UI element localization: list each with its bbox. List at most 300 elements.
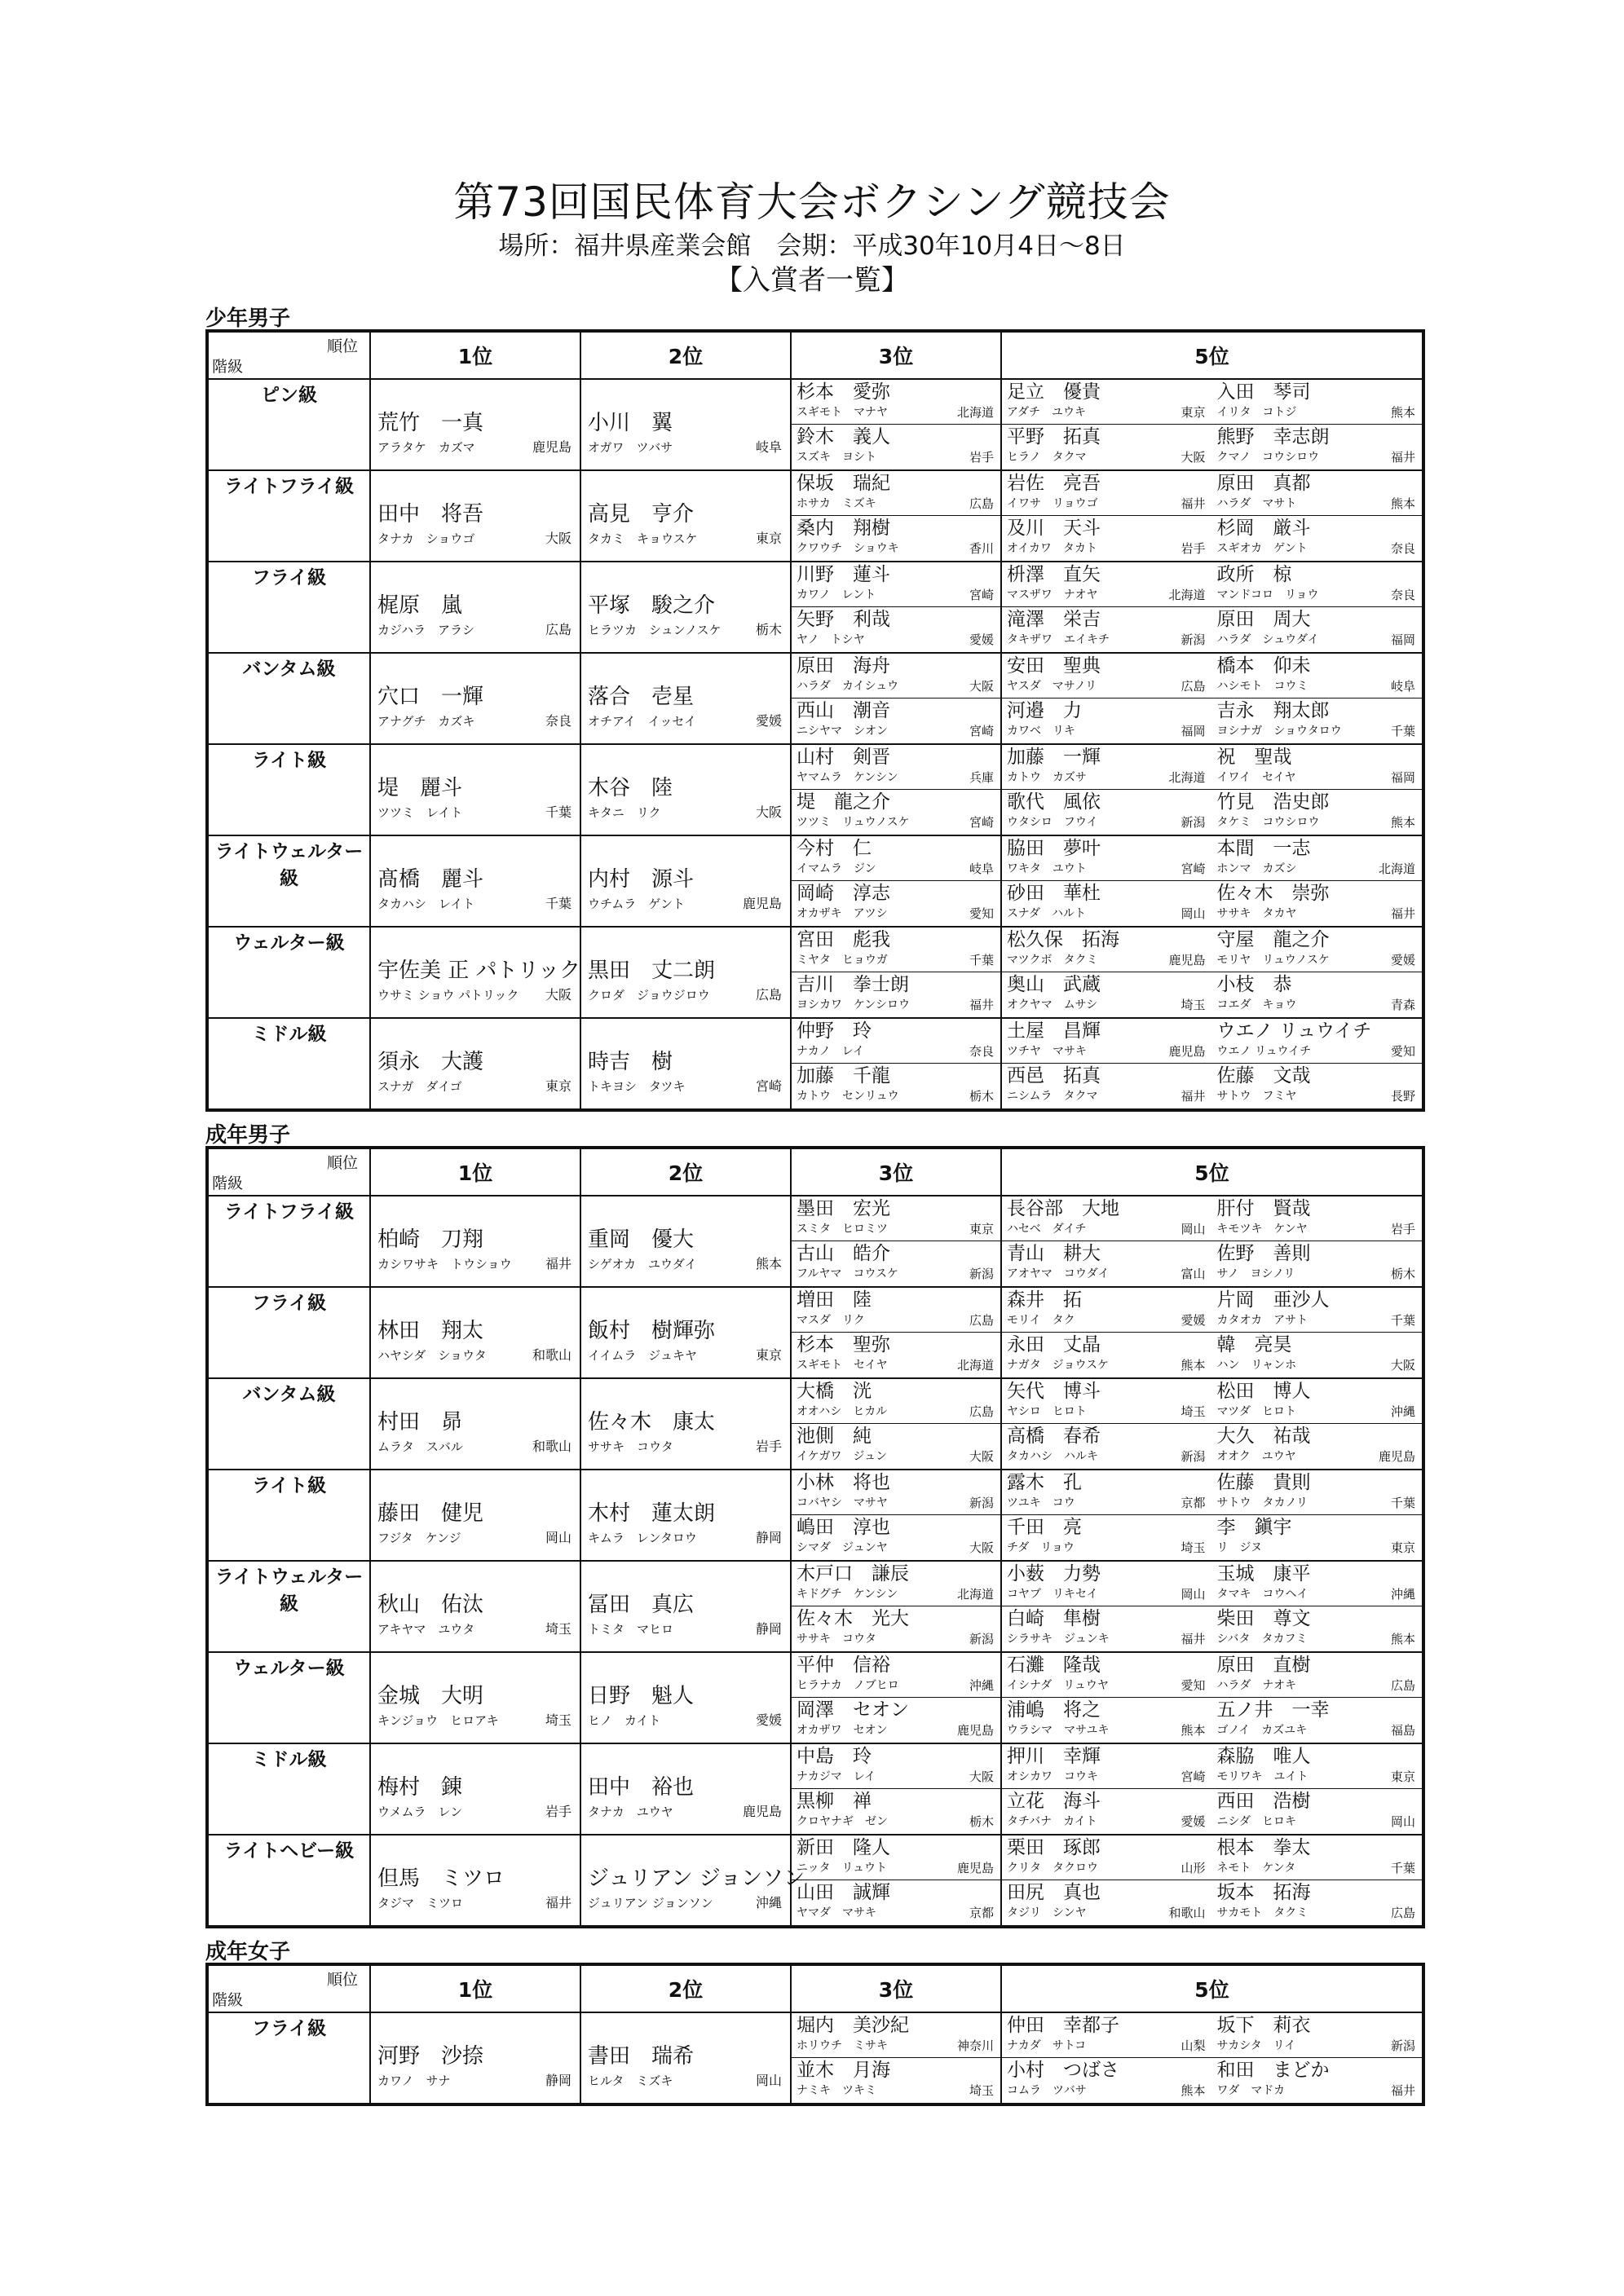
fifth-place-cell [1001,1196,1423,1287]
fifth-place-grid [1002,654,1422,743]
athlete-name: 佐々木 光大 [797,1608,909,1629]
weight-class-name: ピン級 [207,379,370,470]
athlete-kana: タカハシ レイト [377,897,475,911]
third-place-cell [791,927,1001,1018]
athlete-name: 髙橋 麗斗 [377,867,484,892]
first-place-winner [371,1744,580,1834]
fifth-place-column [1212,1562,1423,1651]
athlete-name: 山田 誠輝 [797,1882,890,1903]
first-place-winner [371,471,580,561]
first-place-header: 1位 [370,1964,580,2012]
athlete-kana: ウサミ ショウ パトリック [377,988,519,1003]
athlete-name: 須永 大護 [377,1050,484,1074]
fifth-place-grid [1002,1288,1422,1377]
first-place-cell [370,835,580,927]
class-header-label: 階級 [212,1174,244,1192]
athlete-prefecture: 岐阜 [1390,679,1415,694]
third-place-entry [792,1423,1000,1468]
weight-class-name: ミドル級 [207,1018,370,1110]
third-place-header: 3位 [791,1964,1001,2012]
athlete-name: 内村 源斗 [588,867,695,892]
athlete-prefecture: 京都 [1180,1496,1206,1510]
athlete-kana: ゴノイ カズユキ [1216,1724,1308,1737]
fifth-place-entry [1212,836,1423,880]
third-place-list [792,928,1000,1017]
athlete-kana: トミタ マヒロ [588,1622,674,1637]
athlete-name: 池側 純 [797,1426,872,1447]
athlete-name: 新田 隆人 [797,1837,890,1858]
second-place-winner [581,1653,790,1743]
athlete-name: 土屋 昌輝 [1007,1020,1101,1042]
athlete-name: 矢代 博斗 [1007,1381,1101,1402]
athlete-name: 嶋田 淳也 [797,1517,890,1538]
athlete-name: 梅村 錬 [377,1775,463,1800]
athlete-kana: ムラタ スバル [377,1439,463,1454]
third-place-list [792,1470,1000,1560]
fifth-place-column [1212,2013,1423,2103]
weight-class-name: ライトウェルター級 [207,1561,370,1652]
third-place-list [792,654,1000,743]
second-place-cell [580,1470,791,1561]
fifth-place-cell [1001,1743,1423,1835]
fifth-place-column [1212,1379,1423,1469]
fifth-place-entry [1212,1423,1423,1468]
second-place-cell [580,1652,791,1743]
athlete-kana: モリイ タク [1007,1314,1075,1327]
athlete-prefecture: 愛媛 [755,713,782,729]
athlete-kana: ジュリアン ジョンソン [588,1896,713,1910]
third-place-cell [791,1652,1001,1743]
athlete-prefecture: 北海道 [956,1358,994,1373]
athlete-prefecture: 愛知 [1180,1678,1206,1693]
fifth-place-grid [1002,1653,1422,1743]
athlete-kana: ハン リャンホ [1216,1359,1297,1372]
fifth-place-cell [1001,1470,1423,1561]
athlete-name: 永田 丈晶 [1007,1334,1101,1355]
athlete-name: 堤 麗斗 [377,776,463,800]
athlete-name: 韓 亮昊 [1216,1334,1292,1355]
athlete-prefecture: 大阪 [755,804,782,820]
athlete-kana: カトウ センリュウ [797,1090,899,1103]
athlete-kana: サカモト タクミ [1216,1906,1308,1919]
athlete-name: 吉永 翔太郎 [1216,700,1330,721]
first-place-cell [370,470,580,562]
fifth-place-column [1212,836,1423,926]
athlete-prefecture: 富山 [1180,1267,1206,1281]
third-place-list [792,562,1000,652]
athlete-prefecture: 東京 [755,531,782,546]
athlete-kana: カタオカ アサト [1216,1314,1308,1327]
athlete-name: 滝澤 栄吉 [1007,609,1101,630]
athlete-kana: タマキ コウヘイ [1216,1588,1308,1601]
athlete-name: 柏崎 刀翔 [377,1227,484,1252]
athlete-prefecture: 千葉 [545,896,571,911]
third-place-entry [792,1379,1000,1423]
athlete-prefecture: 宮崎 [969,724,994,738]
athlete-name: 露木 孔 [1007,1472,1082,1493]
athlete-kana: ホリウチ ミサキ [797,2039,888,2052]
athlete-prefecture: 鹿児島 [1168,1044,1206,1059]
athlete-kana: シマダ ジュンヤ [797,1541,888,1554]
fifth-place-column [1212,1019,1423,1108]
fifth-place-column [1212,380,1423,469]
fifth-place-cell [1001,744,1423,835]
athlete-prefecture: 大阪 [545,531,571,546]
weight-class-row [207,1378,1423,1470]
weight-class-row [207,835,1423,927]
athlete-kana: トキヨシ タツキ [588,1079,686,1094]
third-place-cell [791,1196,1001,1287]
athlete-kana: クロヤナギ ゼン [797,1815,888,1828]
athlete-name: 小林 将也 [797,1472,890,1493]
athlete-prefecture: 東京 [1390,1540,1415,1555]
fifth-place-entry [1002,1788,1212,1833]
third-place-entry [792,745,1000,789]
athlete-kana: キムラ レンタロウ [588,1531,697,1545]
athlete-prefecture: 岩手 [969,450,994,465]
fifth-place-grid [1002,2013,1422,2103]
athlete-kana: ナカジマ レイ [797,1770,876,1783]
athlete-prefecture: 和歌山 [532,1439,571,1454]
fifth-place-column [1212,1653,1423,1743]
athlete-prefecture: 神奈川 [956,2038,994,2053]
third-place-cell [791,379,1001,470]
athlete-prefecture: 岐阜 [755,439,782,455]
second-place-cell [580,835,791,927]
weight-class-name: ライトヘビー級 [207,1835,370,1927]
athlete-kana: アダチ ユウキ [1007,406,1087,419]
fifth-place-grid [1002,1744,1422,1834]
athlete-prefecture: 栃木 [969,1814,994,1829]
athlete-name: 加藤 一輝 [1007,747,1101,768]
second-place-header: 2位 [580,1148,791,1196]
athlete-kana: キンジョウ ヒロアキ [377,1713,499,1728]
first-place-winner [371,1835,580,1925]
fifth-place-entry [1002,928,1212,972]
first-place-winner [371,1288,580,1377]
athlete-name: 河邉 力 [1007,700,1082,721]
athlete-kana: ササキ コウタ [588,1439,673,1454]
athlete-kana: クリタ タクロウ [1007,1862,1098,1875]
fifth-place-entry [1002,1019,1212,1063]
athlete-prefecture: 広島 [969,496,994,511]
fifth-place-column [1002,745,1212,835]
first-place-winner [371,928,580,1017]
athlete-name: 並木 月海 [797,2060,890,2081]
third-place-list [792,1653,1000,1743]
weight-class-name: ウェルター級 [207,1652,370,1743]
athlete-name: 桑内 翔樹 [797,518,890,539]
weight-class-row [207,1835,1423,1927]
venue-and-dates: 場所：福井県産業会館 会期：平成30年10月4日～8日 [498,231,1126,261]
third-place-entry [792,515,1000,560]
third-place-entry [792,1697,1000,1742]
athlete-prefecture: 福岡 [1390,770,1415,785]
athlete-name: 西山 潮音 [797,700,890,721]
athlete-name: 佐藤 貴則 [1216,1472,1311,1493]
third-place-list [792,1744,1000,1834]
athlete-name: 坂下 莉衣 [1216,2015,1311,2036]
athlete-name: 小村 つばさ [1007,2060,1119,2081]
athlete-name: 高橋 春希 [1007,1426,1101,1447]
athlete-prefecture: 埼玉 [1180,1540,1206,1555]
athlete-name: 堀内 美沙紀 [797,2015,909,2036]
third-place-entry [792,606,1000,651]
athlete-name: 宇佐美 正 パトリック [377,959,580,983]
header-corner-cell [207,331,370,379]
athlete-prefecture: 広島 [545,622,571,637]
athlete-kana: オオハシ ヒカル [797,1405,888,1418]
third-place-entry [792,972,1000,1016]
athlete-prefecture: 東京 [1390,1769,1415,1784]
fifth-place-entry [1212,1697,1423,1742]
athlete-kana: イケガワ ジュン [797,1450,888,1463]
fifth-place-entry [1212,1241,1423,1285]
fifth-place-entry [1212,698,1423,743]
third-place-cell [791,1470,1001,1561]
athlete-prefecture: 埼玉 [969,2083,994,2098]
fifth-place-grid [1002,1379,1422,1469]
athlete-name: 増田 陸 [797,1289,872,1311]
athlete-kana: ササキ コウタ [797,1633,876,1646]
athlete-prefecture: 福島 [1390,1723,1415,1738]
athlete-name: 立花 海斗 [1007,1791,1101,1812]
third-place-cell [791,744,1001,835]
athlete-kana: タケミ コウシロウ [1216,816,1320,829]
athlete-name: 青山 耕大 [1007,1243,1101,1264]
athlete-prefecture: 福井 [1390,450,1415,465]
second-place-cell [580,379,791,470]
third-place-list [792,836,1000,926]
first-place-winner [371,1653,580,1743]
athlete-prefecture: 山梨 [1180,2038,1206,2053]
athlete-kana: ツユキ コウ [1007,1496,1075,1509]
third-place-cell [791,1018,1001,1110]
third-place-entry [792,1470,1000,1514]
fifth-place-cell [1001,1835,1423,1927]
third-place-entry [792,2057,1000,2102]
results-table [205,1963,1425,2106]
athlete-name: 李 鎭宇 [1216,1517,1292,1538]
fifth-place-grid [1002,1562,1422,1651]
athlete-prefecture: 熊本 [1180,2083,1206,2098]
athlete-prefecture: 福井 [1180,496,1206,511]
athlete-name: 千田 亮 [1007,1517,1082,1538]
fifth-place-grid [1002,471,1422,561]
first-place-winner [371,1019,580,1108]
fifth-place-entry [1002,1697,1212,1742]
athlete-prefecture: 宮崎 [969,815,994,830]
fifth-place-entry [1002,1653,1212,1697]
athlete-kana: ハセベ ダイチ [1007,1223,1087,1236]
third-place-entry [792,380,1000,424]
athlete-name: 保坂 瑞紀 [797,473,890,494]
class-header-label: 階級 [212,1991,244,2009]
athlete-name: 小薮 力勢 [1007,1563,1101,1584]
weight-class-name: バンタム級 [207,1378,370,1470]
athlete-name: 川野 蓮斗 [797,564,890,585]
athlete-name: 原田 周大 [1216,609,1311,630]
fifth-place-entry [1212,928,1423,972]
first-place-winner [371,380,580,469]
fifth-place-column [1212,562,1423,652]
header-corner-cell [207,1964,370,2012]
fifth-place-entry [1212,424,1423,469]
third-place-entry [792,1241,1000,1285]
fifth-place-column [1002,562,1212,652]
first-place-cell [370,1743,580,1835]
athlete-name: 平仲 信裕 [797,1655,890,1676]
athlete-name: 仲田 幸都子 [1007,2015,1119,2036]
athlete-prefecture: 千葉 [1390,1313,1415,1328]
athlete-kana: ハラダ カイシュウ [797,680,899,693]
athlete-kana: サノ ヨシノリ [1216,1267,1295,1280]
second-place-winner [581,1379,790,1469]
second-place-winner [581,836,790,926]
athlete-prefecture: 沖縄 [969,1678,994,1693]
athlete-prefecture: 福井 [969,998,994,1012]
fifth-place-entry [1002,1241,1212,1285]
fifth-place-header: 5位 [1001,1148,1423,1196]
athlete-name: 落合 壱星 [588,685,695,709]
athlete-kana: カジハラ アラシ [377,623,474,637]
third-place-list [792,1562,1000,1651]
athlete-prefecture: 沖縄 [755,1895,782,1910]
athlete-kana: ハラダ シュウダイ [1216,633,1319,646]
athlete-kana: ウチムラ ゲント [588,897,685,911]
athlete-name: 守屋 龍之介 [1216,929,1330,950]
athlete-kana: ヒラナカ ノブヒロ [797,1679,899,1692]
first-place-winner [371,1379,580,1469]
fifth-place-entry [1212,1653,1423,1697]
athlete-prefecture: 和歌山 [532,1347,571,1363]
second-place-cell [580,1196,791,1287]
athlete-name: 白崎 隼樹 [1007,1608,1101,1629]
results-table [205,1146,1425,1928]
first-place-cell [370,1018,580,1110]
athlete-name: 五ノ井 一幸 [1216,1699,1330,1721]
weight-class-row [207,562,1423,653]
athlete-name: 森井 拓 [1007,1289,1082,1311]
fifth-place-grid [1002,836,1422,926]
section-title: 少年男子 [205,306,291,331]
weight-class-name: ライト級 [207,744,370,835]
weight-class-row [207,1018,1423,1110]
fifth-place-entry [1002,745,1212,789]
athlete-prefecture: 岡山 [755,2073,782,2088]
fifth-place-entry [1002,380,1212,424]
third-place-entry [792,2013,1000,2057]
athlete-kana: コムラ ツバサ [1007,2084,1087,2097]
fifth-place-column [1002,1653,1212,1743]
athlete-prefecture: 熊本 [1390,405,1415,420]
fifth-place-entry [1002,1423,1212,1468]
second-place-winner [581,1562,790,1651]
fifth-place-cell [1001,1652,1423,1743]
fifth-place-entry [1002,1514,1212,1559]
third-place-entry [792,1835,1000,1880]
athlete-prefecture: 奈良 [1390,588,1415,602]
athlete-name: 但馬 ミツロ [377,1866,505,1891]
athlete-prefecture: 宮崎 [755,1078,782,1094]
weight-class-row [207,1561,1423,1652]
third-place-cell [791,653,1001,744]
fifth-place-entry [1212,1332,1423,1377]
athlete-kana: ヨシカワ ケンシロウ [797,998,910,1011]
athlete-kana: モリヤ リュウノスケ [1216,954,1330,967]
fifth-place-column [1212,928,1423,1017]
athlete-name: 岩佐 亮吾 [1007,473,1101,494]
fifth-place-entry [1002,1196,1212,1241]
document-header [0,178,1624,298]
athlete-name: 林田 翔太 [377,1319,484,1343]
athlete-name: 片岡 亜沙人 [1216,1289,1330,1311]
athlete-prefecture: 静岡 [755,1621,782,1637]
athlete-prefecture: 岡山 [1180,1222,1206,1236]
athlete-prefecture: 鹿児島 [956,1861,994,1875]
third-place-cell [791,1561,1001,1652]
section-title: 成年男子 [205,1123,291,1148]
second-place-winner [581,562,790,652]
third-place-list [792,1379,1000,1469]
athlete-name: 杉本 聖弥 [797,1334,890,1355]
athlete-name: 佐野 善則 [1216,1243,1311,1264]
athlete-prefecture: 愛媛 [1390,953,1415,967]
athlete-kana: オカザキ アツシ [797,907,888,920]
fifth-place-column [1002,471,1212,561]
athlete-name: 坂本 拓海 [1216,1882,1311,1903]
first-place-winner [371,745,580,835]
fifth-place-entry [1002,606,1212,651]
athlete-kana: キモツキ ケンヤ [1216,1223,1308,1236]
third-place-list [792,2013,1000,2103]
athlete-prefecture: 鹿児島 [742,1804,782,1819]
athlete-prefecture: 福井 [1180,1089,1206,1104]
first-place-winner [371,836,580,926]
athlete-name: 長谷部 大地 [1007,1198,1119,1219]
third-place-entry [792,1880,1000,1924]
athlete-kana: オイカワ タカト [1007,542,1097,555]
fifth-place-column [1002,836,1212,926]
first-place-cell [370,1561,580,1652]
athlete-kana: ササキ タカヤ [1216,907,1297,920]
fifth-place-cell [1001,562,1423,653]
athlete-prefecture: 福岡 [1390,632,1415,647]
weight-class-name: ミドル級 [207,1743,370,1835]
fifth-place-entry [1002,1470,1212,1514]
athlete-prefecture: 大阪 [969,1769,994,1784]
first-place-cell [370,1835,580,1927]
fifth-place-entry [1212,1835,1423,1880]
athlete-kana: カワベ リキ [1007,725,1075,738]
fifth-place-entry [1212,2057,1423,2102]
fifth-place-entry [1002,1835,1212,1880]
athlete-prefecture: 山形 [1180,1861,1206,1875]
fifth-place-grid [1002,928,1422,1017]
weight-class-name: ウェルター級 [207,927,370,1018]
fifth-place-header: 5位 [1001,331,1423,379]
second-place-cell [580,1835,805,1927]
athlete-kana: イリタ コトジ [1216,406,1297,419]
athlete-prefecture: 新潟 [1180,632,1206,647]
athlete-name: 中島 玲 [797,1746,872,1767]
fifth-place-entry [1002,1744,1212,1788]
athlete-prefecture: 長野 [1390,1089,1415,1104]
athlete-name: 平野 拓真 [1007,426,1101,447]
athlete-kana: フジタ ケンジ [377,1531,461,1545]
athlete-prefecture: 熊本 [1390,496,1415,511]
second-place-cell [580,2012,791,2104]
